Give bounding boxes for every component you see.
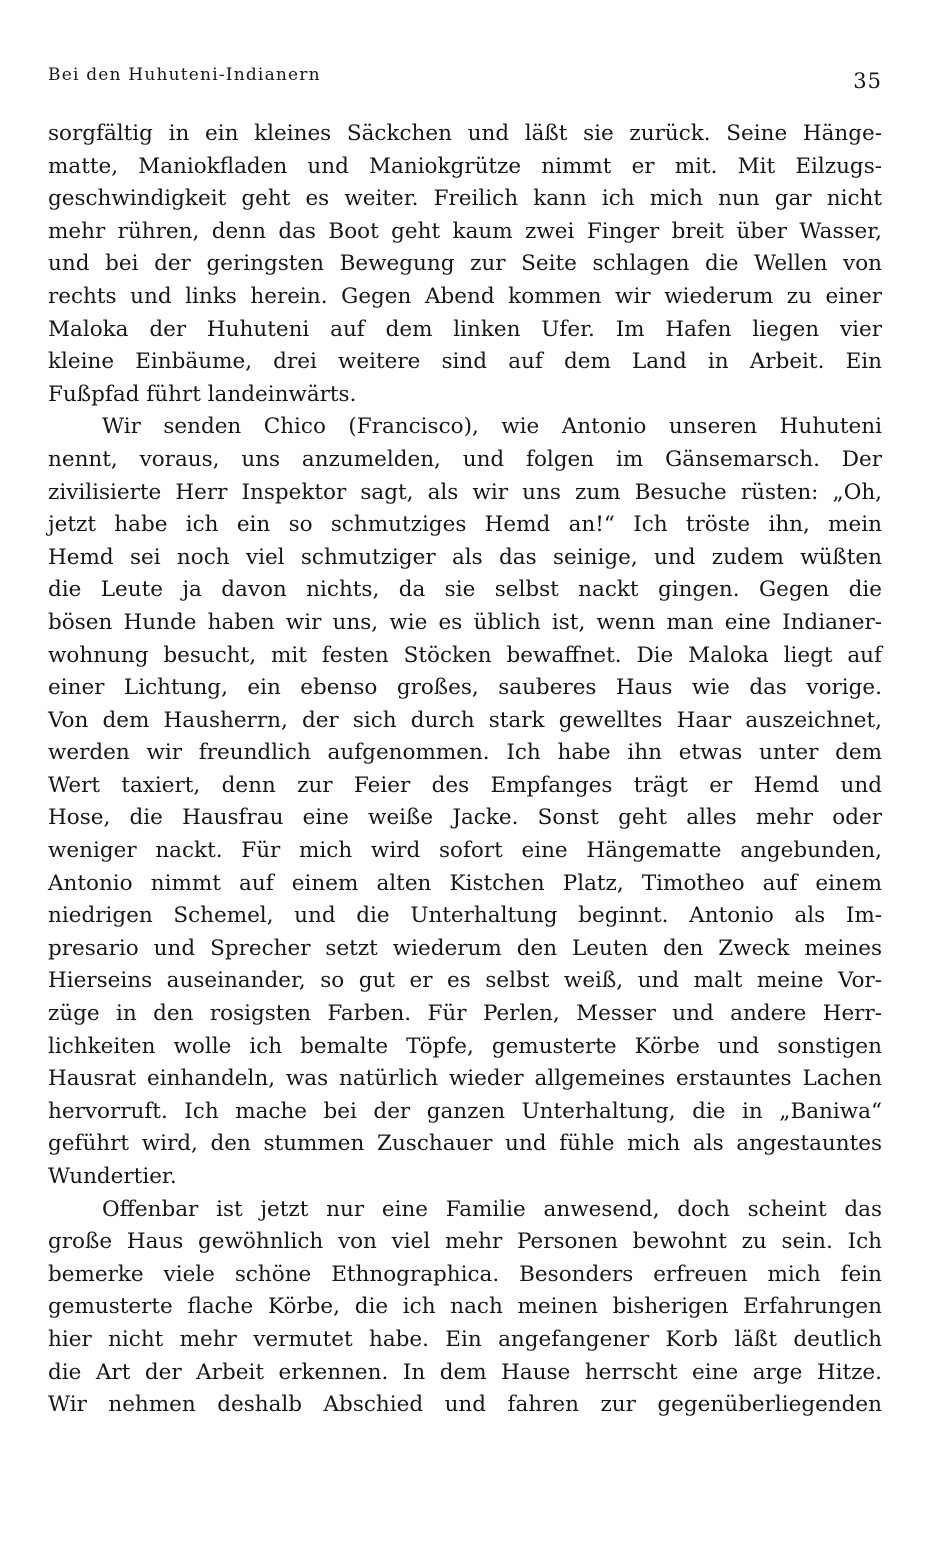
text-line: einer Lichtung, ein ebenso großes, sauberes Haus wie das vorige. — [48, 675, 882, 701]
running-title: Bei den Huhuteni-Indianern — [48, 65, 321, 85]
page-number: 35 — [853, 69, 882, 93]
body-text — [48, 118, 882, 1422]
text-line: zivilisierte Herr Inspektor sagt, als wir uns zum Besuche rüsten: „Oh, — [48, 479, 882, 505]
text-line: presario und Sprecher setzt wiederum den Leuten den Zweck meines — [48, 935, 882, 961]
text-line: geführt wird, den stummen Zuschauer und fühle mich als angestauntes — [48, 1131, 882, 1157]
text-line: Hemd sei noch viel schmutziger als das seinige, und zudem wüßten — [48, 544, 882, 570]
text-line: Offenbar ist jetzt nur eine Familie anwesend, doch scheint das — [102, 1196, 882, 1222]
text-line: hier nicht mehr vermutet habe. Ein angefangener Korb läßt deutlich — [48, 1326, 882, 1352]
text-line: jetzt habe ich ein so schmutziges Hemd an!“ Ich tröste ihn, mein — [48, 512, 882, 538]
text-line: Wundertier. — [48, 1164, 177, 1189]
text-line: bemerke viele schöne Ethnographica. Besonders erfreuen mich fein — [48, 1261, 882, 1287]
text-line: Hierseins auseinander, so gut er es selbst weiß, und malt meine Vor- — [48, 968, 882, 994]
text-line: weniger nackt. Für mich wird sofort eine Hängematte angebunden, — [48, 838, 882, 864]
text-line: geschwindigkeit geht es weiter. Freilich kann ich mich nun gar nicht — [48, 186, 882, 212]
text-line: Von dem Hausherrn, der sich durch stark gewelltes Haar auszeichnet, — [48, 707, 882, 733]
text-line: und bei der geringsten Bewegung zur Seite schlagen die Wellen von — [48, 251, 882, 277]
text-line: Fußpfad führt landeinwärts. — [48, 381, 357, 407]
text-line: Hausrat einhandeln, was natürlich wieder allgemeines erstauntes Lachen — [48, 1066, 882, 1092]
text-line: große Haus gewöhnlich von viel mehr Personen bewohnt zu sein. Ich — [48, 1229, 882, 1255]
text-line: hervorruft. Ich mache bei der ganzen Unterhaltung, die in „Baniwa“ — [48, 1098, 882, 1124]
text-line: lichkeiten wolle ich bemalte Töpfe, gemusterte Körbe und sonstigen — [48, 1033, 882, 1059]
text-line: werden wir freundlich aufgenommen. Ich habe ihn etwas unter dem — [48, 740, 882, 766]
text-line: kleine Einbäume, drei weitere sind auf dem Land in Arbeit. Ein — [48, 349, 882, 375]
text-line: die Leute ja davon nichts, da sie selbst nackt gingen. Gegen die — [48, 577, 882, 603]
running-head — [48, 60, 882, 93]
text-line: mehr rühren, denn das Boot geht kaum zwei Finger breit über Wasser, — [48, 218, 882, 244]
text-line: Hose, die Hausfrau eine weiße Jacke. Sonst geht alles mehr oder — [48, 805, 882, 831]
text-line: Wir senden Chico (Francisco), wie Antonio unseren Huhuteni — [102, 414, 882, 440]
text-line: niedrigen Schemel, und die Unterhaltung beginnt. Antonio als Im- — [48, 903, 882, 929]
text-line: nennt, voraus, uns anzumelden, und folgen im Gänsemarsch. Der — [48, 446, 882, 472]
text-line: Antonio nimmt auf einem alten Kistchen Platz, Timotheo auf einem — [48, 870, 882, 896]
text-line: matte, Maniokfladen und Maniokgrütze nimmt er mit. Mit Eilzugs- — [48, 153, 882, 179]
text-line: sorgfältig in ein kleines Säckchen und läßt sie zurück. Seine Hänge- — [48, 121, 882, 146]
text-line: rechts und links herein. Gegen Abend kommen wir wiederum zu einer — [48, 283, 882, 309]
text-line: züge in den rosigsten Farben. Für Perlen, Messer und andere Herr- — [48, 1001, 882, 1027]
text-line: wohnung besucht, mit festen Stöcken bewaffnet. Die Maloka liegt auf — [48, 642, 882, 668]
text-line: gemusterte flache Körbe, die ich nach meinen bisherigen Erfahrungen — [48, 1294, 882, 1320]
text-line: Wir nehmen deshalb Abschied und fahren zur gegenüberliegenden — [48, 1392, 882, 1418]
text-line: die Art der Arbeit erkennen. In dem Hause herrscht eine arge Hitze. — [48, 1359, 882, 1385]
text-line: bösen Hunde haben wir uns, wie es üblich ist, wenn man eine Indianer- — [48, 609, 882, 635]
text-line: Maloka der Huhuteni auf dem linken Ufer. Im Hafen liegen vier — [48, 316, 882, 342]
text-line: Wert taxiert, denn zur Feier des Empfanges trägt er Hemd und — [48, 772, 882, 798]
